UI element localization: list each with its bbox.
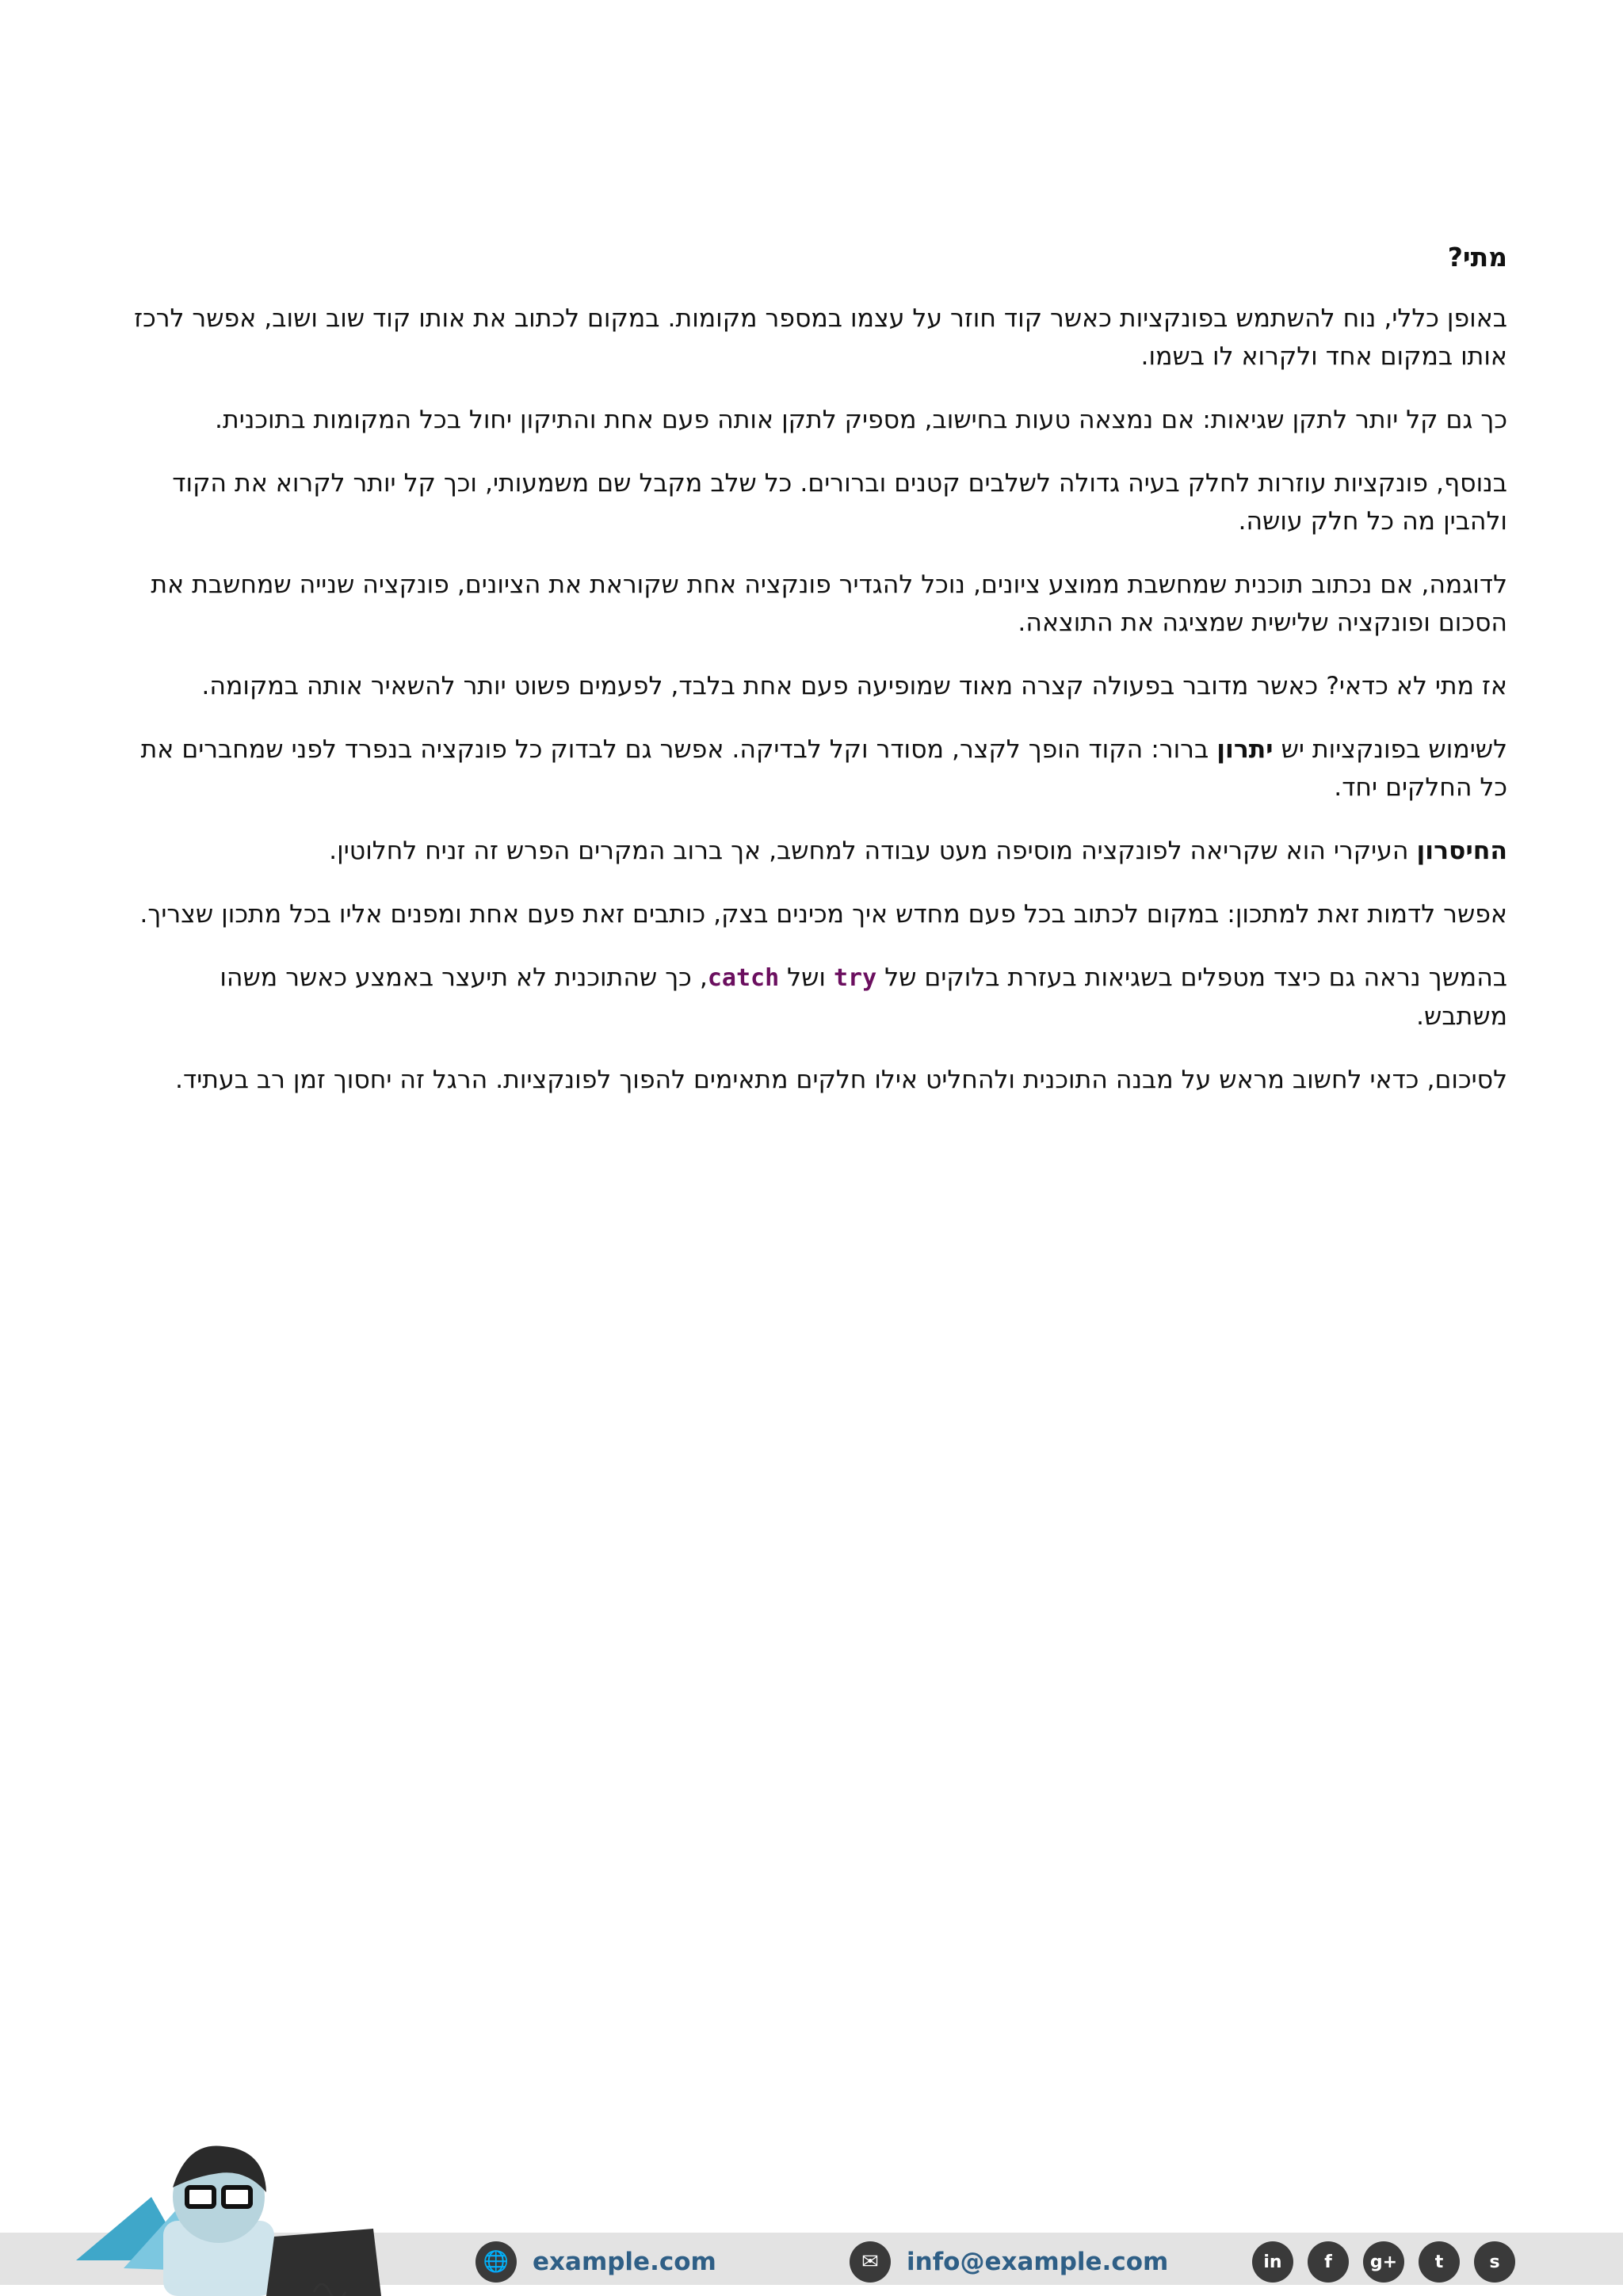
p6-advantage-strong: יתרון [1216,735,1274,764]
website-link[interactable]: example.com [533,2248,716,2276]
paragraph-9 [127,959,1507,1035]
skype-icon[interactable]: s [1474,2241,1515,2283]
p9-a: בהמשך נראה גם כיצד מטפלים בשגיאות בעזרת בלוקים של [884,963,1507,992]
social-icons [1252,2241,1515,2283]
paragraph-8: אפשר לדמות זאת למתכון: במקום לכתוב בכל פעם מחדש איך מכינים בצק, כותבים זאת פעם אחת ומפנים אליו בכל מתכון שצריך. [139,900,1507,929]
paragraph-7 [127,832,1507,870]
mascot-glasses-left [187,2187,214,2206]
mascot-glasses-right [223,2187,250,2206]
section-heading: מתי? [1447,242,1507,273]
paragraph-3: בנוסף, פונקציות עוזרות לחלק בעיה גדולה לשלבים קטנים וברורים. כל שלב מקבל שם משמעותי, וכך קל יותר לקרוא את הקוד ולהבין מה כל חלק עושה. [172,469,1507,536]
p6-pre: לשימוש בפונקציות יש [1281,735,1507,764]
paragraph-4: לדוגמה, אם נכתוב תוכנית שמחשבת ממוצע ציונים, נוכל להגדיר פונקציה אחת שקוראת את הציונים, פונקציה שנייה שמחשבת את הסכום ופונקציה שלישית שמציגה את התוצאה. [151,570,1507,637]
globe-icon: 🌐 [475,2241,517,2283]
p7-disadvantage-strong: החיסרון [1416,837,1507,865]
mascot-illustration [76,2142,425,2296]
p6-post: ברור: הקוד הופך לקצר, מסודר וקל לבדיקה. אפשר גם לבדוק כל פונקציה בנפרד לפני שמחברים את כל החלקים יחד. [140,735,1507,802]
email-link[interactable]: info@example.com [907,2248,1169,2276]
website-contact[interactable] [475,2241,716,2283]
paragraph-6 [127,730,1507,807]
page-footer [0,2172,1623,2294]
twitter-icon[interactable]: t [1419,2241,1460,2283]
try-code: try [834,964,877,992]
linkedin-icon[interactable]: in [1252,2241,1293,2283]
document-body [127,242,1507,1124]
p7-rest: העיקרי הוא שקריאה לפונקציה מוסיפה מעט עבודה למחשב, אך ברוב המקרים הפרש זה זניח לחלוטין. [329,837,1409,865]
email-contact[interactable] [850,2241,1168,2283]
p9-b: ושל [787,963,826,992]
p9-c: , כך שהתוכנית לא תיעצר באמצע כאשר משהו משתבש. [220,963,1507,1031]
catch-code: catch [707,964,780,992]
paragraph-1: באופן כללי, נוח להשתמש בפונקציות כאשר קוד חוזר על עצמו במספר מקומות. במקום לכתוב את אותו קוד שוב ושוב, אפשר לרכז אותו במקום אחד ולקרוא לו בשמו. [134,304,1507,371]
googleplus-icon[interactable]: g+ [1363,2241,1404,2283]
paragraph-10: לסיכום, כדאי לחשוב מראש על מבנה התוכנית ולהחליט אילו חלקים מתאימים להפוך לפונקציות. הרגל זה יחסוך זמן רב בעתיד. [175,1066,1507,1094]
facebook-icon[interactable]: f [1308,2241,1349,2283]
paragraph-2: כך גם קל יותר לתקן שגיאות: אם נמצאה טעות בחישוב, מספיק לתקן אותה פעם אחת והתיקון יחול בכל המקומות בתוכנית. [215,406,1507,434]
mail-icon: ✉ [850,2241,891,2283]
paragraph-5: אז מתי לא כדאי? כאשר מדובר בפעולה קצרה מאוד שמופיעה פעם אחת בלבד, לפעמים פשוט יותר להשאיר אותה במקומה. [201,672,1507,700]
